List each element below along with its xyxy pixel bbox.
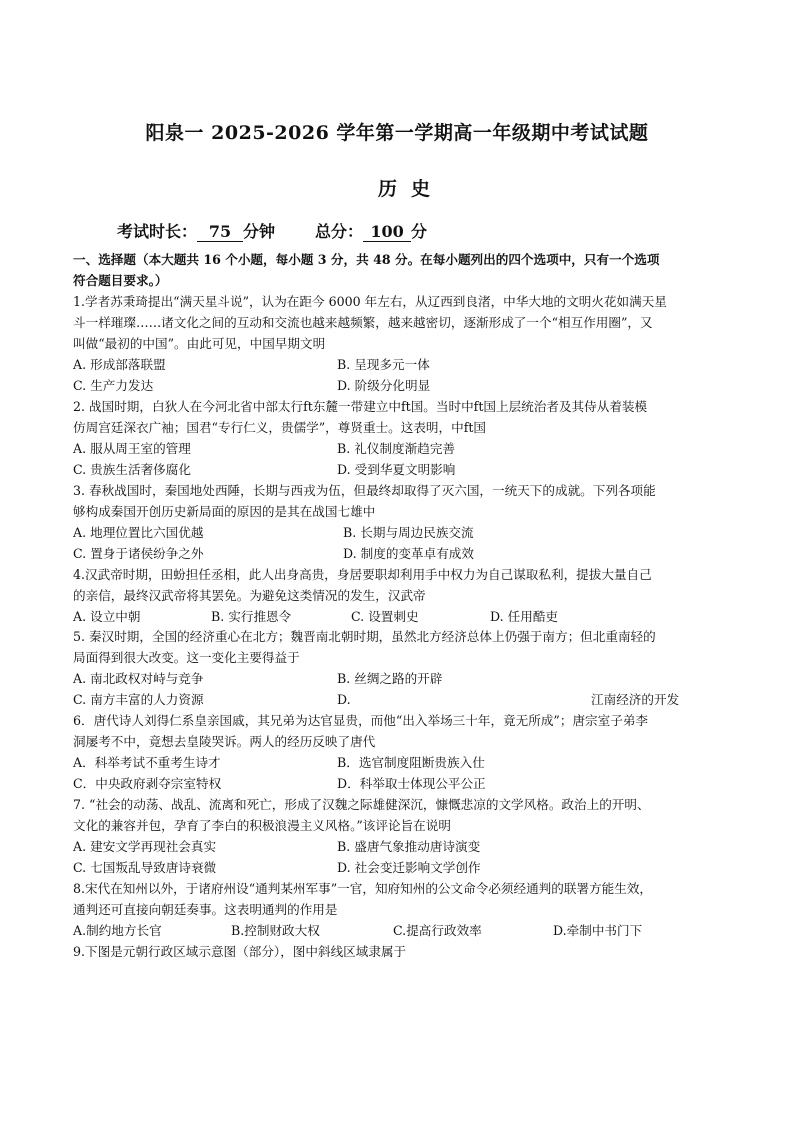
question-text: 的亲信，最终汉武帝将其罢免。为避免这类情况的发生，汉武帝 [73, 588, 426, 603]
option-a: A．科举考试不重考生诗才 [73, 755, 221, 770]
option-c: C.提高行政效率 [393, 923, 482, 938]
section-intro-line: 符合题目要求。） [73, 273, 168, 288]
question-text: 5. 秦汉时期，全国的经济重心在北方；魏晋南北朝时期，虽然北方经济总体上仍强于南方；但北重南轻的 [73, 629, 656, 644]
duration-unit: 分钟 [243, 222, 276, 241]
question-text: 洞屡考不中，竟想去皇陵哭诉。两人的经历反映了唐代 [73, 734, 376, 749]
option-b: B. 盛唐气象推动唐诗演变 [337, 839, 481, 854]
option-d: D.牵制中书门下 [553, 923, 643, 938]
option-b: B. 实行推恩令 [211, 609, 292, 624]
option-d: D. [337, 692, 351, 707]
option-a: A. 地理位置比六国优越 [73, 525, 204, 540]
option-b: B.控制财政大权 [231, 923, 320, 938]
option-d: D. 任用酷吏 [490, 609, 559, 624]
score-unit: 分 [411, 222, 428, 241]
option-d: D. 阶级分化明显 [337, 378, 431, 393]
option-c: C. 南方丰富的人力资源 [73, 692, 204, 707]
question-text: 9.下图是元朝行政区域示意图（部分），图中斜线区域隶属于 [73, 944, 407, 959]
option-c: C. 设置刺史 [351, 609, 419, 624]
question-text: 叫做“最初的中国”。由此可见，中国早期文明 [73, 336, 326, 351]
question-text: 8.宋代在知州以外，于诸府州设“通判某州军事”一官，知府知州的公文命令必须经通判的联署方能生效， [73, 881, 653, 896]
question-text: 4.汉武帝时期，田蚡担任丞相，此人出身高贵，身居要职却利用手中权力为自己谋取私利，提拔大量自己 [73, 567, 652, 582]
question-text: 6．唐代诗人刘得仁系皇亲国戚，其兄弟为达官显贵，而他“出入举场三十年，竟无所成”；唐宗室子弟李 [73, 713, 649, 728]
option-b: B. 丝绸之路的开辟 [337, 671, 443, 686]
option-a: A. 南北政权对峙与竞争 [73, 671, 204, 686]
option-a: A. 服从周王室的管理 [73, 441, 191, 456]
option-a: A. 设立中朝 [73, 609, 141, 624]
option-b: B．选官制度阻断贵族入仕 [337, 755, 485, 770]
question-text: 斗一样璀璨……诸文化之间的互动和交流也越来越频繁，越来越密切，逐渐形成了一个“相互作用圈”，又 [73, 315, 653, 330]
question-text: 7. “社会的动荡、战乱、流离和死亡，形成了汉魏之际雄健深沉，慷慨悲凉的文学风格。政治上的开明、 [73, 797, 650, 812]
option-a: A. 形成部落联盟 [73, 357, 166, 372]
option-b: B. 礼仪制度渐趋完善 [337, 441, 456, 456]
option-d: D. 受到华夏文明影响 [337, 462, 456, 477]
option-a: A.制约地方长官 [73, 923, 162, 938]
option-b: B. 长期与周边民族交流 [343, 525, 474, 540]
question-text: 3. 春秋战国时，秦国地处西陲，长期与西戎为伍，但最终却取得了灭六国，一统天下的成就。下列各项能 [73, 483, 656, 498]
question-text: 仿周宫廷深衣广袖；国君“专行仁义，贵儒学”，尊贤重士。这表明，中ft国 [73, 420, 487, 435]
option-d: D. 制度的变革卓有成效 [343, 546, 474, 561]
option-c: C. 置身于诸侯纷争之外 [73, 546, 204, 561]
score-value: 100 [363, 222, 411, 242]
question-text: 通判还可直接向朝廷奏事。这表明通判的作用是 [73, 902, 338, 917]
option-d-text: 江南经济的开发 [591, 692, 680, 707]
question-text: 1.学者苏秉琦提出“满天星斗说”，认为在距今 6000 年左右，从辽西到良渚，中华大地的文明火花如满天星 [73, 294, 667, 309]
option-c: C. 贵族生活奢侈腐化 [73, 462, 191, 477]
subject-title: 历史 [377, 178, 444, 200]
option-c: C. 生产力发达 [73, 378, 154, 393]
option-d: D．科举取士体现公平公正 [337, 776, 486, 791]
option-a: A. 建安文学再现社会真实 [73, 839, 217, 854]
score-label: 总分： [315, 222, 364, 241]
option-d: D. 社会变迁影响文学创作 [337, 860, 481, 875]
option-c: C．中央政府剥夺宗室特权 [73, 776, 222, 791]
option-b: B. 呈现多元一体 [337, 357, 430, 372]
duration-label: 考试时长： [117, 222, 198, 241]
exam-title: 阳泉一 2025-2026 学年第一学期高一年级期中考试试题 [145, 122, 649, 144]
question-text: 局面得到很大改变。这一变化主要得益于 [73, 650, 300, 665]
section-intro-line: 一、选择题（本大题共 16 个小题，每小题 3 分，共 48 分。在每小题列出的四个选项中，只有一个选项 [73, 252, 660, 267]
question-text: 文化的兼容并包，孕育了李白的积极浪漫主义风格。”该评论旨在说明 [73, 818, 451, 833]
question-text: 够构成秦国开创历史新局面的原因的是其在战国七雄中 [73, 504, 376, 519]
duration-value: 75 [197, 222, 243, 242]
option-c: C. 七国叛乱导致唐诗衰微 [73, 860, 217, 875]
question-text: 2. 战国时期，白狄人在今河北省中部太行ft东麓一带建立中ft国。当时中ft国上层统治者及其侍从着装模 [73, 399, 648, 414]
exam-meta [117, 219, 427, 242]
